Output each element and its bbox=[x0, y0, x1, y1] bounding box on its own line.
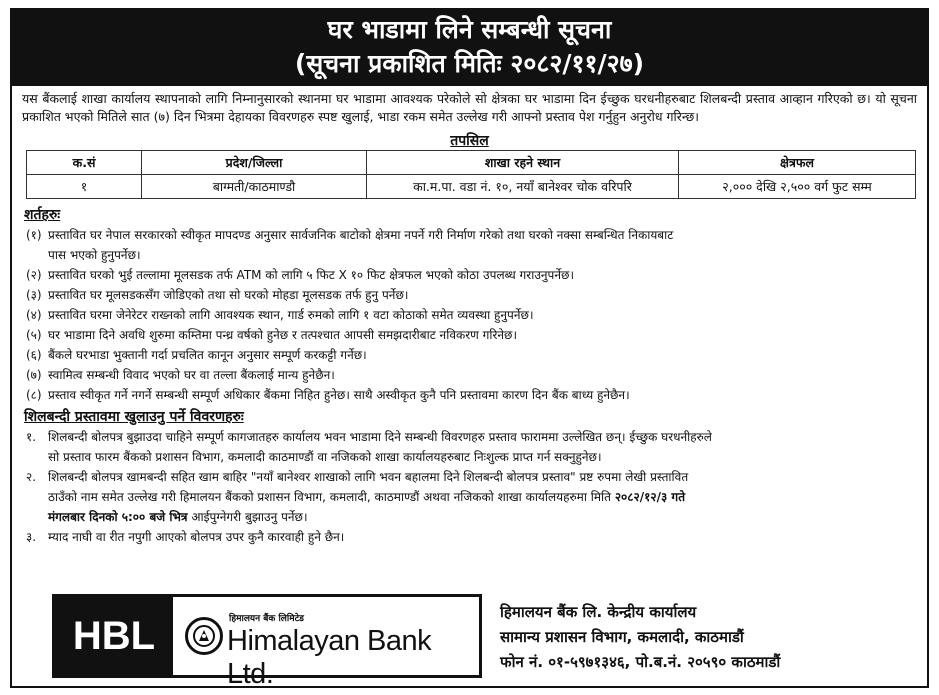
col-location: शाखा रहने स्थान bbox=[367, 151, 679, 175]
list-item: (३) प्रस्तावित घर मूलसडकसँग जोडिएको तथा सो घरको मोहडा मूलसडक तर्फ हुनु पर्नेछ। bbox=[26, 288, 409, 302]
col-province: प्रदेश/जिल्ला bbox=[142, 151, 367, 175]
bank-logo bbox=[52, 594, 482, 690]
list-item: (१) प्रस्तावित घर नेपाल सरकारको स्वीकृत मापदण्ड अनुसार सार्वजनिक बाटोको क्षेत्रमा नपर्ने गरी निर्माण गरेको तथा घरको नक्सा सम्बन्धित निकायबाट पास भएको हुनुपर्नेछ। bbox=[26, 228, 674, 262]
bank-name-nepali: हिमालयन बैंक लिमिटेड bbox=[229, 614, 304, 624]
list-item: (८) प्रस्ताव स्वीकृत गर्ने नगर्ने सम्बन्धी सम्पूर्ण अधिकार बैंकमा निहित हुनेछ। साथै अस्वीकृत कुनै पनि प्रस्तावमा कारण दिन बैंक बाध्य हुनेछैन। bbox=[26, 388, 630, 402]
table-header-row bbox=[27, 151, 916, 175]
hbl-logo-mark: HBL bbox=[55, 597, 173, 675]
col-area: क्षेत्रफल bbox=[679, 151, 916, 175]
schedule-title: तपसिल bbox=[450, 133, 489, 149]
cell-province: बाग्मती/काठमाण्डौ bbox=[142, 175, 367, 199]
proposal-list bbox=[12, 427, 927, 547]
rental-notice bbox=[10, 8, 929, 688]
notice-banner bbox=[12, 10, 927, 86]
cell-area: २,००० देखि २,५०० वर्ग फुट सम्म bbox=[679, 175, 916, 199]
intro-paragraph: यस बैंकलाई शाखा कार्यालय स्थापनाको लागि निम्नानुसारको स्थानमा घर भाडामा आवश्यक परेकोले सो क्षेत्रका घर भाडामा दिन ईच्छुक घरधनीहरुबाट शिलबन्दी प्रस्ताव आव्हान गरिएको छ। यो सूचना प्रकाशित भएको मितिले सात (७) दिन भित्रमा देहायका विवरणहरु स्पष्ट खुलाई, भाडा रकम समेत उल्लेख गरी आफ्नो प्रस्ताव पेश गर्नुहुन अनुरोध गरिन्छ। bbox=[22, 91, 917, 124]
list-item: (४) प्रस्तावित घरमा जेनेरेटर राख्नको लागि आवश्यक स्थान, गार्ड रुमको लागि १ वटा कोठाको समेत व्यवस्था हुनुपर्नेछ। bbox=[26, 308, 534, 322]
list-item: ३. म्याद नाघी वा रीत नपुगी आएको बोलपत्र उपर कुनै कारवाही हुने छैन। bbox=[26, 530, 345, 544]
list-item: (२) प्रस्तावित घरको भुई तल्लामा मूलसडक तर्फ ATM को लागि ५ फिट X १० फिट क्षेत्रफल भएको कोठा उपलब्ध गराउनुपर्नेछ। bbox=[26, 268, 574, 282]
notice-subtitle: (सूचना प्रकाशित मितिः २०८२/११/२७) bbox=[294, 49, 645, 78]
conditions-heading: शर्तहरुः bbox=[24, 207, 61, 223]
address-line: फोन नं. ०१-५९७१३४६, पो.ब.नं. २०५९० काठमाडौं bbox=[500, 653, 781, 671]
address-line: हिमालयन बैंक लि. केन्द्रीय कार्यालय bbox=[500, 603, 697, 621]
list-item: २. शिलबन्दी बोलपत्र खामबन्दी सहित खाम बाहिर "नयाँ बानेश्वर शाखाको लागि भवन बहालमा दिने शिलबन्दी बोलपत्र प्रस्ताव" प्रष्ट रुपमा लेखी प्रस्तावित ठाउँको नाम समेत उल्लेख गरी हिमालयन बैंकको प्रशासन विभाग, कमलादी, काठमाण्डौं अथवा नजिकको शाखा कार्यालयहरुमा मिति २०८२/१२/३ गते मंगलबार दिनको ५:०० बजे भित्र आईपुग्नेगरी बुझाउनु पर्नेछ। bbox=[26, 470, 689, 524]
notice-title: घर भाडामा लिने सम्बन्धी सूचना bbox=[327, 15, 612, 44]
table-row bbox=[27, 175, 916, 199]
list-item: १. शिलबन्दी बोलपत्र बुझाउदा चाहिने सम्पूर्ण कागजातहरु कार्यालय भवन भाडामा दिने सम्बन्धी विवरणहरु प्रस्ताव फाराममा उल्लेखित छन्। ईच्छुक घरधनीहरुले सो प्रस्ताव फारम बैंकको प्रशासन विभाग, कमलादी काठमाण्डौं वा नजिकको शाखा कार्यालयहरुबाट निःशुल्क प्राप्त गर्न सक्नुहुनेछ। bbox=[26, 430, 712, 464]
branch-table bbox=[26, 150, 916, 199]
cell-serial: १ bbox=[27, 175, 142, 199]
list-item: (६) बैंकले घरभाडा भुक्तानी गर्दा प्रचलित कानून अनुसार सम्पूर्ण करकट्टी गर्नेछ। bbox=[26, 348, 367, 362]
proposal-heading: शिलबन्दी प्रस्तावमा खुलाउनु पर्ने विवरणहरुः bbox=[24, 409, 244, 425]
brand-block bbox=[173, 597, 479, 690]
bank-emblem-icon bbox=[185, 617, 223, 655]
list-item: (७) स्वामित्व सम्बन्धी विवाद भएको घर वा तल्ला बैंकलाई मान्य हुनेछैन। bbox=[26, 368, 335, 382]
cell-location: का.म.पा. वडा नं. १०, नयाँ बानेश्वर चोक वरिपरि bbox=[367, 175, 679, 199]
conditions-list bbox=[12, 225, 927, 405]
address-line: सामान्य प्रशासन विभाग, कमलादी, काठमाडौं bbox=[500, 628, 744, 646]
list-item: (५) घर भाडामा दिने अवधि शुरुमा कम्तिमा पन्ध्र वर्षको हुनेछ र तत्पश्चात आपसी समझदारीबाट नविकरण गरिनेछ। bbox=[26, 328, 518, 342]
footer bbox=[52, 594, 894, 690]
col-serial: क.सं bbox=[27, 151, 142, 175]
bank-address bbox=[500, 600, 780, 675]
bank-name-english: Himalayan Bank Ltd. bbox=[227, 625, 432, 690]
